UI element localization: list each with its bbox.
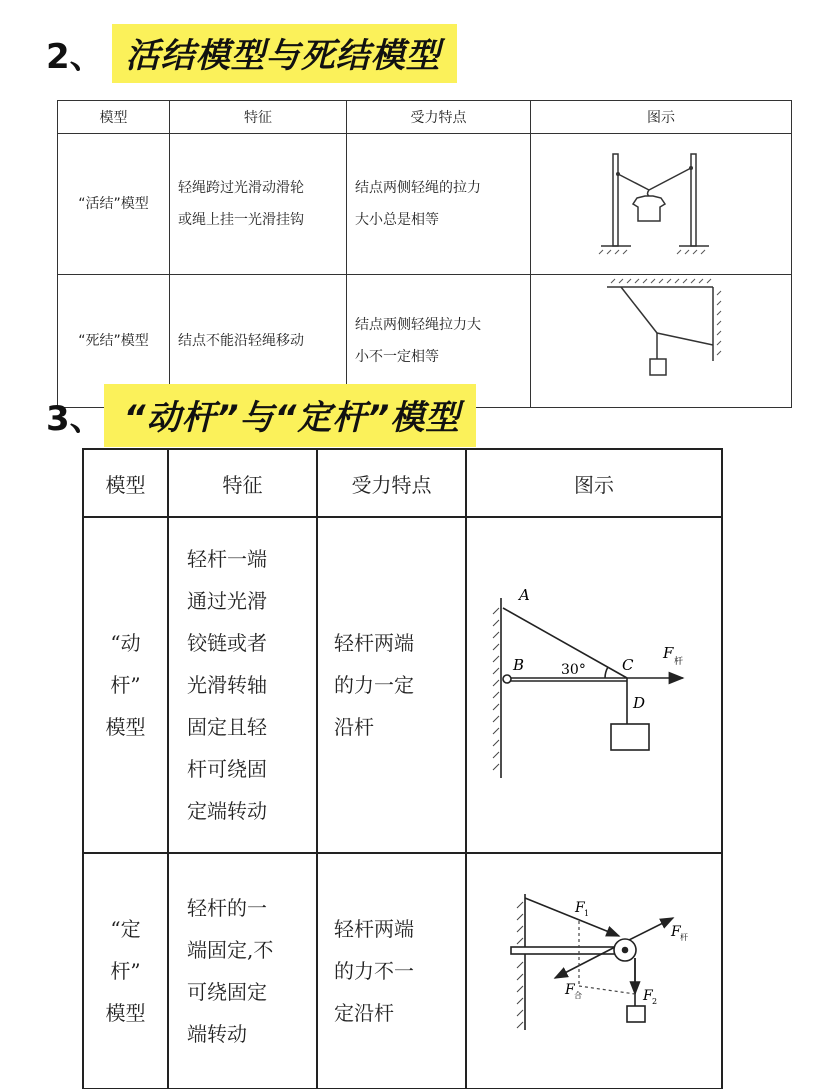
label-f-gan-sub: 杆 xyxy=(680,933,688,942)
header-model: 模型 xyxy=(83,449,168,517)
movable-rod-model-name: “动 杆” 模型 xyxy=(83,517,168,853)
label-f-he: F xyxy=(565,982,575,998)
table-row xyxy=(58,134,792,275)
section-3-heading xyxy=(46,384,476,447)
live-knot-force: 结点两侧轻绳的拉力 大小总是相等 xyxy=(347,134,531,275)
dead-knot-figure xyxy=(531,275,792,408)
table-row xyxy=(83,853,722,1089)
header-feature: 特征 xyxy=(170,101,347,134)
label-f-gan: F xyxy=(671,924,681,940)
label-c: C xyxy=(622,656,634,674)
label-b: B xyxy=(513,656,525,674)
fixed-rod-figure xyxy=(466,853,722,1089)
rod-model-table xyxy=(82,448,723,1089)
fixed-rod-model-name: “定 杆” 模型 xyxy=(83,853,168,1089)
label-angle: 30° xyxy=(561,662,586,678)
dead-knot-feature: 结点不能沿轻绳移动 xyxy=(170,275,347,408)
section-2-title: 活结模型与死结模型 xyxy=(112,24,457,83)
fixed-rod-feature: 轻杆的一 端固定,不 可绕固定 端转动 xyxy=(168,853,317,1089)
movable-rod-figure xyxy=(466,517,722,853)
fixed-rod-force: 轻杆两端 的力不一 定沿杆 xyxy=(317,853,466,1089)
header-figure: 图示 xyxy=(466,449,722,517)
header-force: 受力特点 xyxy=(317,449,466,517)
table-row xyxy=(83,517,722,853)
label-f-he-sub: 合 xyxy=(574,991,582,1000)
dead-knot-force: 结点两侧轻绳拉力大 小不一定相等 xyxy=(347,275,531,408)
movable-rod-feature: 轻杆一端 通过光滑 铰链或者 光滑转轴 固定且轻 杆可绕固 定端转动 xyxy=(168,517,317,853)
section-2-heading xyxy=(46,24,457,83)
section-3-number: 3、 xyxy=(46,399,104,439)
label-a: A xyxy=(519,586,530,604)
label-d: D xyxy=(633,694,646,712)
live-knot-feature: 轻绳跨过光滑动滑轮 或绳上挂一光滑挂钩 xyxy=(170,134,347,275)
section-3-title: “动杆”与“定杆”模型 xyxy=(104,384,477,447)
live-knot-figure xyxy=(531,134,792,275)
live-knot-model-name: “活结”模型 xyxy=(58,134,170,275)
header-force: 受力特点 xyxy=(347,101,531,134)
label-f-rod: F xyxy=(663,644,674,662)
label-f2-sub: 2 xyxy=(652,997,658,1006)
label-f1-sub: 1 xyxy=(584,909,590,918)
header-feature: 特征 xyxy=(168,449,317,517)
label-f-rod-sub: 杆 xyxy=(674,657,684,667)
hinged-rod-diagram xyxy=(467,518,721,838)
fixed-rod-pulley-diagram xyxy=(467,854,721,1074)
label-f1: F xyxy=(575,900,585,916)
header-figure: 图示 xyxy=(531,101,792,134)
hanging-weight-diagram xyxy=(531,275,791,395)
clothesline-diagram xyxy=(531,134,791,262)
label-f2: F xyxy=(643,988,653,1004)
dead-knot-model-name: “死结”模型 xyxy=(58,275,170,408)
section-2-number: 2、 xyxy=(46,37,104,77)
knot-model-table xyxy=(57,100,792,408)
header-model: 模型 xyxy=(58,101,170,134)
movable-rod-force: 轻杆两端 的力一定 沿杆 xyxy=(317,517,466,853)
